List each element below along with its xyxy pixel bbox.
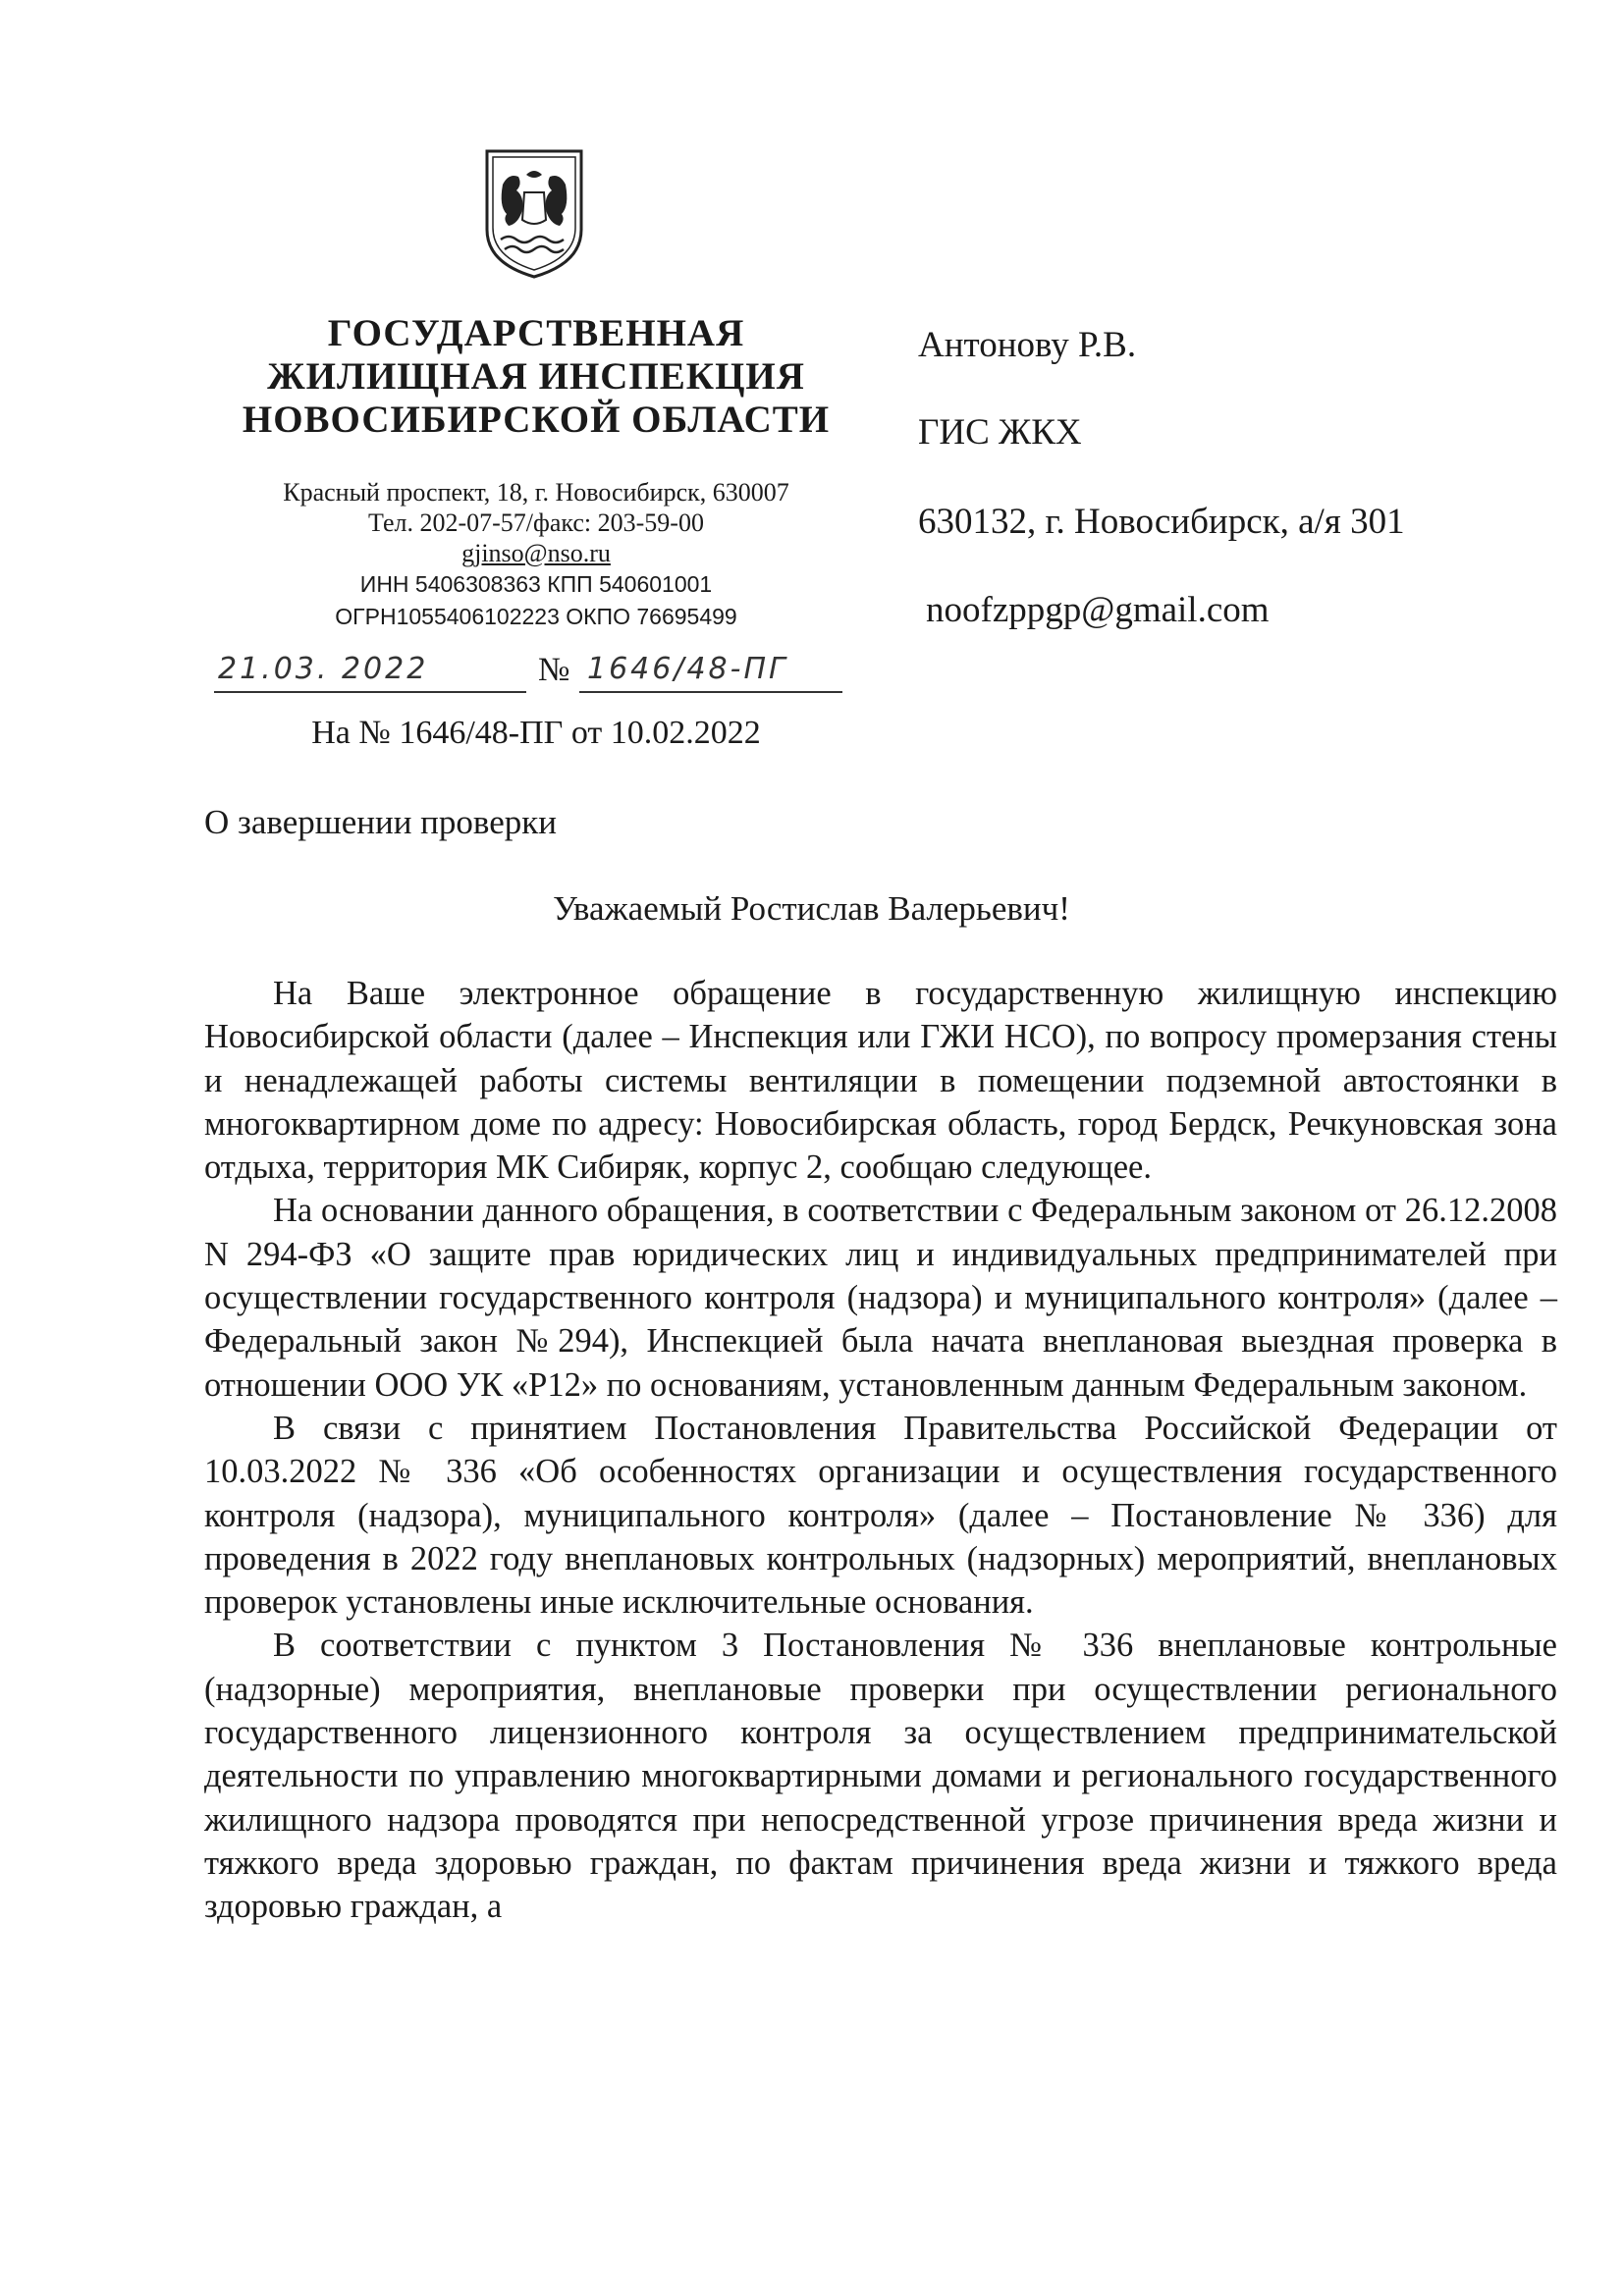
org-email-link[interactable]: gjinso@nso.ru [461, 539, 611, 567]
body-paragraph-3: В связи с принятием Постановления Правительства Российской Федерации от 10.03.2022 № 336 «Об особенностях организации и осуществления государственного контроля (надзора), муниципального контроля» (далее – Постановление № 336) для проведения в 2022 году внеплановых контрольных (надзорных) мероприятий, внеплановых проверок установлены иные исключительные основания. [204, 1409, 1557, 1622]
recipient-email: noofzppgp@gmail.com [926, 590, 1270, 630]
salutation: Уважаемый Ростислав Валерьевич! [553, 889, 1070, 928]
organization-name [192, 312, 880, 442]
org-name-line-3: НОВОСИБИРСКОЙ ОБЛАСТИ [242, 399, 831, 441]
org-inn-kpp: ИНН 5406308363 КПП 540601001 [359, 571, 713, 597]
recipient-address: 630132, г. Новосибирск, а/я 301 [918, 502, 1405, 542]
registration-number: 1646/48-ПГ [587, 652, 788, 686]
org-ogrn-okpo: ОГРН1055406102223 ОКПО 76695499 [335, 604, 737, 629]
letter-subject: О завершении проверки [204, 803, 557, 841]
registration-date-underline [214, 691, 526, 693]
org-phone: Тел. 202-07-57/факс: 203-59-00 [368, 508, 704, 537]
body-paragraph-4: В соответствии с пунктом 3 Постановления № 336 внеплановые контрольные (надзорные) мероприятия, внеплановые проверки при осуществлении регионального государственного лицензионного контроля за осуществлением предпринимательской деятельности по управлению многоквартирными домами и регионального государственного жилищного надзора проводятся при непосредственной угрозе причинения вреда жизни и тяжкого вреда здоровью граждан, по фактам причинения вреда жизни и тяжкого вреда здоровью граждан, а [204, 1627, 1557, 1926]
letter-body [204, 972, 1557, 1929]
registration-date: 21.03. 2022 [218, 652, 429, 686]
org-address: Красный проспект, 18, г. Новосибирск, 630007 [283, 478, 789, 507]
org-name-line-1: ГОСУДАРСТВЕННАЯ [327, 312, 745, 354]
recipient-name: Антонову Р.В. [918, 325, 1137, 365]
body-paragraph-1: На Ваше электронное обращение в государственную жилищную инспекцию Новосибирской области (далее – Инспекция или ГЖИ НСО), по вопросу промерзания стены и ненадлежащей работы системы вентиляции в помещении подземной автостоянки в многоквартирном доме по адресу: Новосибирская область, город Бердск, Речкуновская зона отдыха, территория МК Сибиряк, корпус 2, сообщаю следующее. [204, 975, 1557, 1187]
body-paragraph-2: На основании данного обращения, в соответствии с Федеральным законом от 26.12.2008 N 294-ФЗ «О защите прав юридических лиц и индивидуальных предпринимателей при осуществлении государственного контроля (надзора) и муниципального контроля» (далее – Федеральный закон №294), Инспекцией была начата внеплановая выездная проверка в отношении ООО УК «Р12» по основаниям, установленным данным Федеральным законом. [204, 1192, 1557, 1404]
registration-line [214, 650, 842, 699]
number-sign: № [538, 652, 570, 688]
reply-reference: На № 1646/48-ПГ от 10.02.2022 [311, 715, 761, 751]
org-name-line-2: ЖИЛИЩНАЯ ИНСПЕКЦИЯ [267, 355, 805, 398]
coat-of-arms-emblem [467, 145, 601, 283]
recipient-org: ГИС ЖКХ [918, 412, 1082, 453]
organization-contacts [192, 477, 880, 633]
registration-number-underline [579, 691, 842, 693]
